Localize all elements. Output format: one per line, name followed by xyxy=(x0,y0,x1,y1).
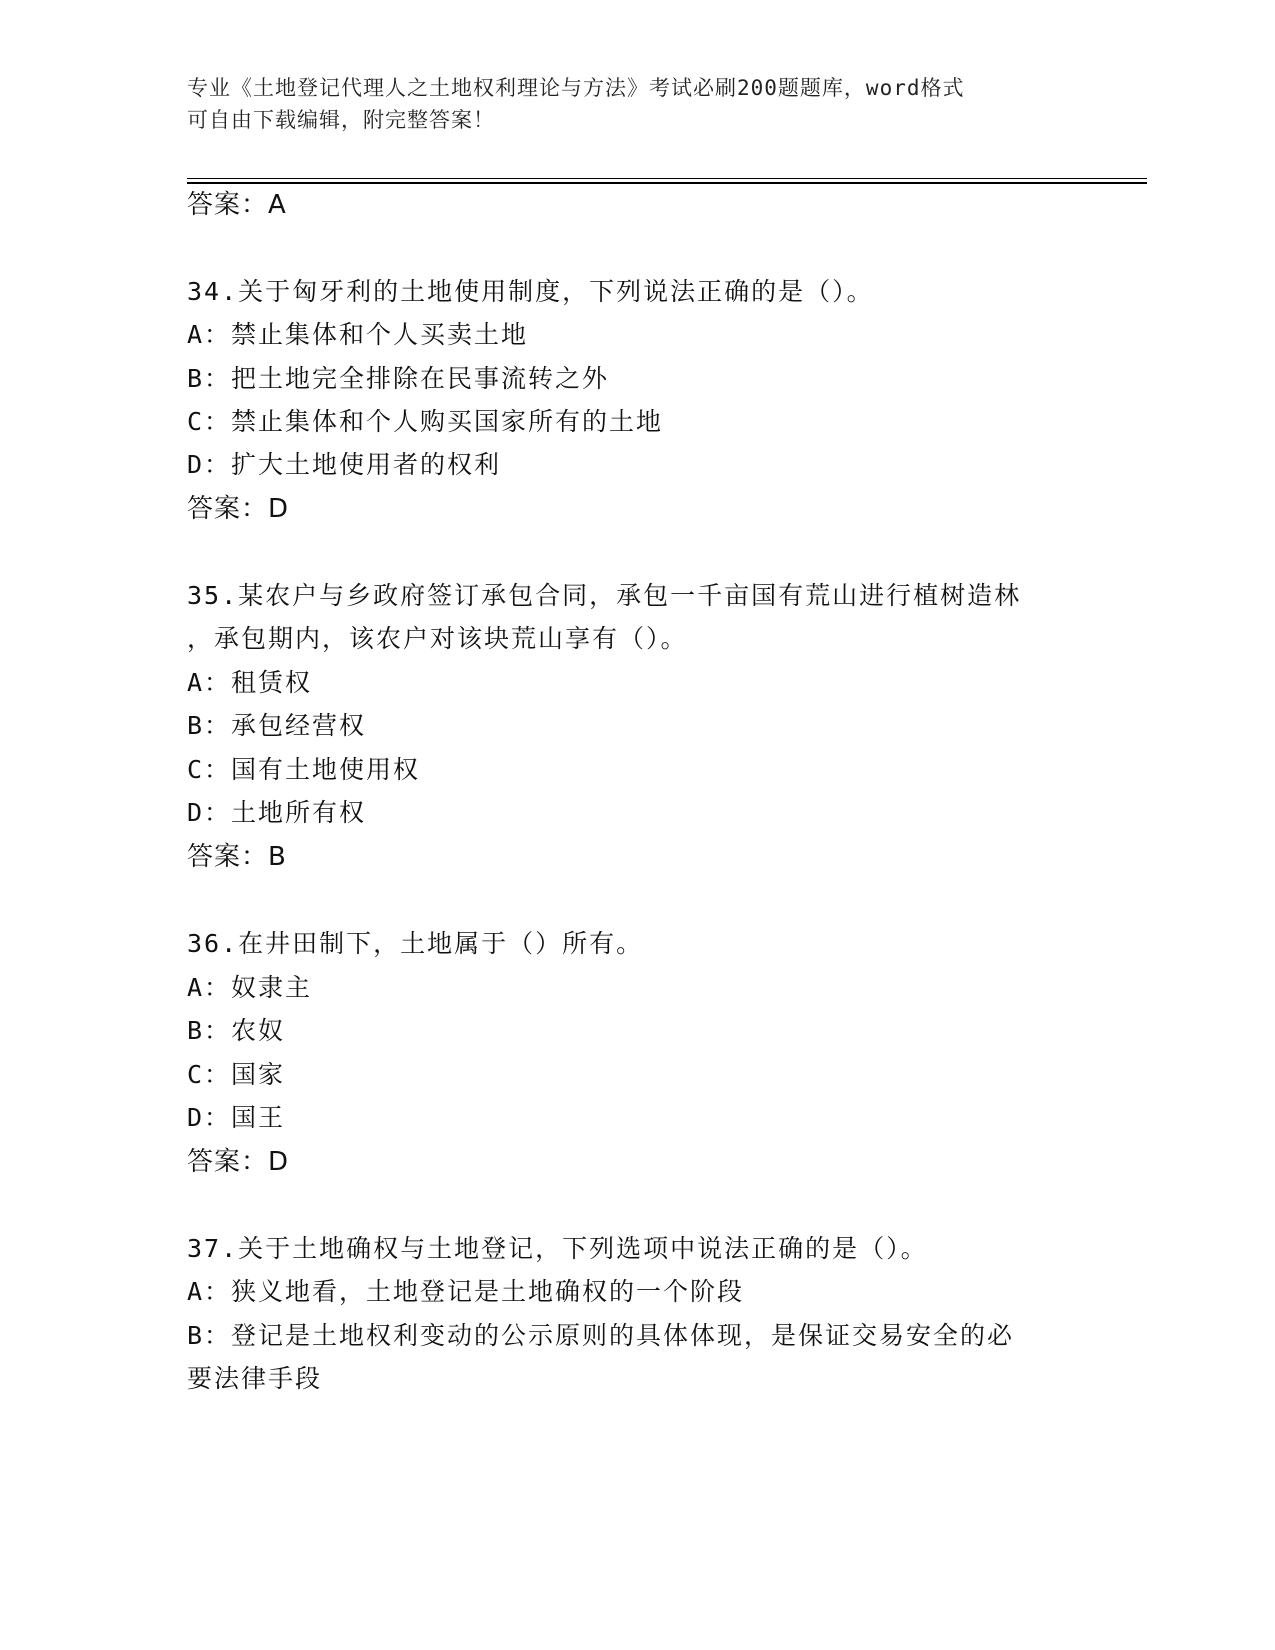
header-line-2: 可自由下载编辑，附完整答案！ xyxy=(187,108,495,132)
question-36-option-d: D：国王 xyxy=(187,1103,286,1132)
question-37-option-b-continued: 要法律手段 xyxy=(187,1364,323,1393)
question-36-option-c: C：国家 xyxy=(187,1060,286,1089)
answer-previous: 答案：A xyxy=(187,190,287,220)
question-34-text: 34.关于匈牙利的土地使用制度，下列说法正确的是（）。 xyxy=(187,277,874,306)
question-35-option-a: A：租赁权 xyxy=(187,668,313,697)
question-34-option-d: D：扩大土地使用者的权利 xyxy=(187,450,502,479)
question-36-answer: 答案：D xyxy=(187,1147,290,1177)
question-35-text-line-1: 35.某农户与乡政府签订承包合同，承包一千亩国有荒山进行植树造林 xyxy=(187,581,1022,610)
question-37-text: 37.关于土地确权与土地登记，下列选项中说法正确的是（）。 xyxy=(187,1234,928,1263)
question-37-option-b: B：登记是土地权利变动的公示原则的具体体现，是保证交易安全的必 xyxy=(187,1321,1015,1350)
question-34-option-c: C：禁止集体和个人购买国家所有的土地 xyxy=(187,407,664,436)
question-36-text: 36.在井田制下，土地属于（）所有。 xyxy=(187,929,644,958)
question-35-option-c: C：国有土地使用权 xyxy=(187,755,421,784)
question-35-option-d: D：土地所有权 xyxy=(187,798,367,827)
question-36-option-b: B：农奴 xyxy=(187,1016,286,1045)
question-34-option-a: A：禁止集体和个人买卖土地 xyxy=(187,320,529,349)
question-37-option-a: A：狭义地看，土地登记是土地确权的一个阶段 xyxy=(187,1277,745,1306)
question-35-option-b: B：承包经营权 xyxy=(187,711,367,740)
question-36-option-a: A：奴隶主 xyxy=(187,973,313,1002)
document-header xyxy=(187,72,1087,136)
header-divider-thin xyxy=(187,178,1147,179)
question-35-answer: 答案：B xyxy=(187,842,287,872)
header-line-1: 专业《土地登记代理人之土地权利理论与方法》考试必刷200题题库，word格式 xyxy=(187,76,965,100)
question-34-option-b: B：把土地完全排除在民事流转之外 xyxy=(187,364,610,393)
question-34-answer: 答案：D xyxy=(187,494,290,524)
header-divider-thick xyxy=(187,182,1147,184)
question-35-text-line-2: ，承包期内，该农户对该块荒山享有（）。 xyxy=(187,624,688,653)
